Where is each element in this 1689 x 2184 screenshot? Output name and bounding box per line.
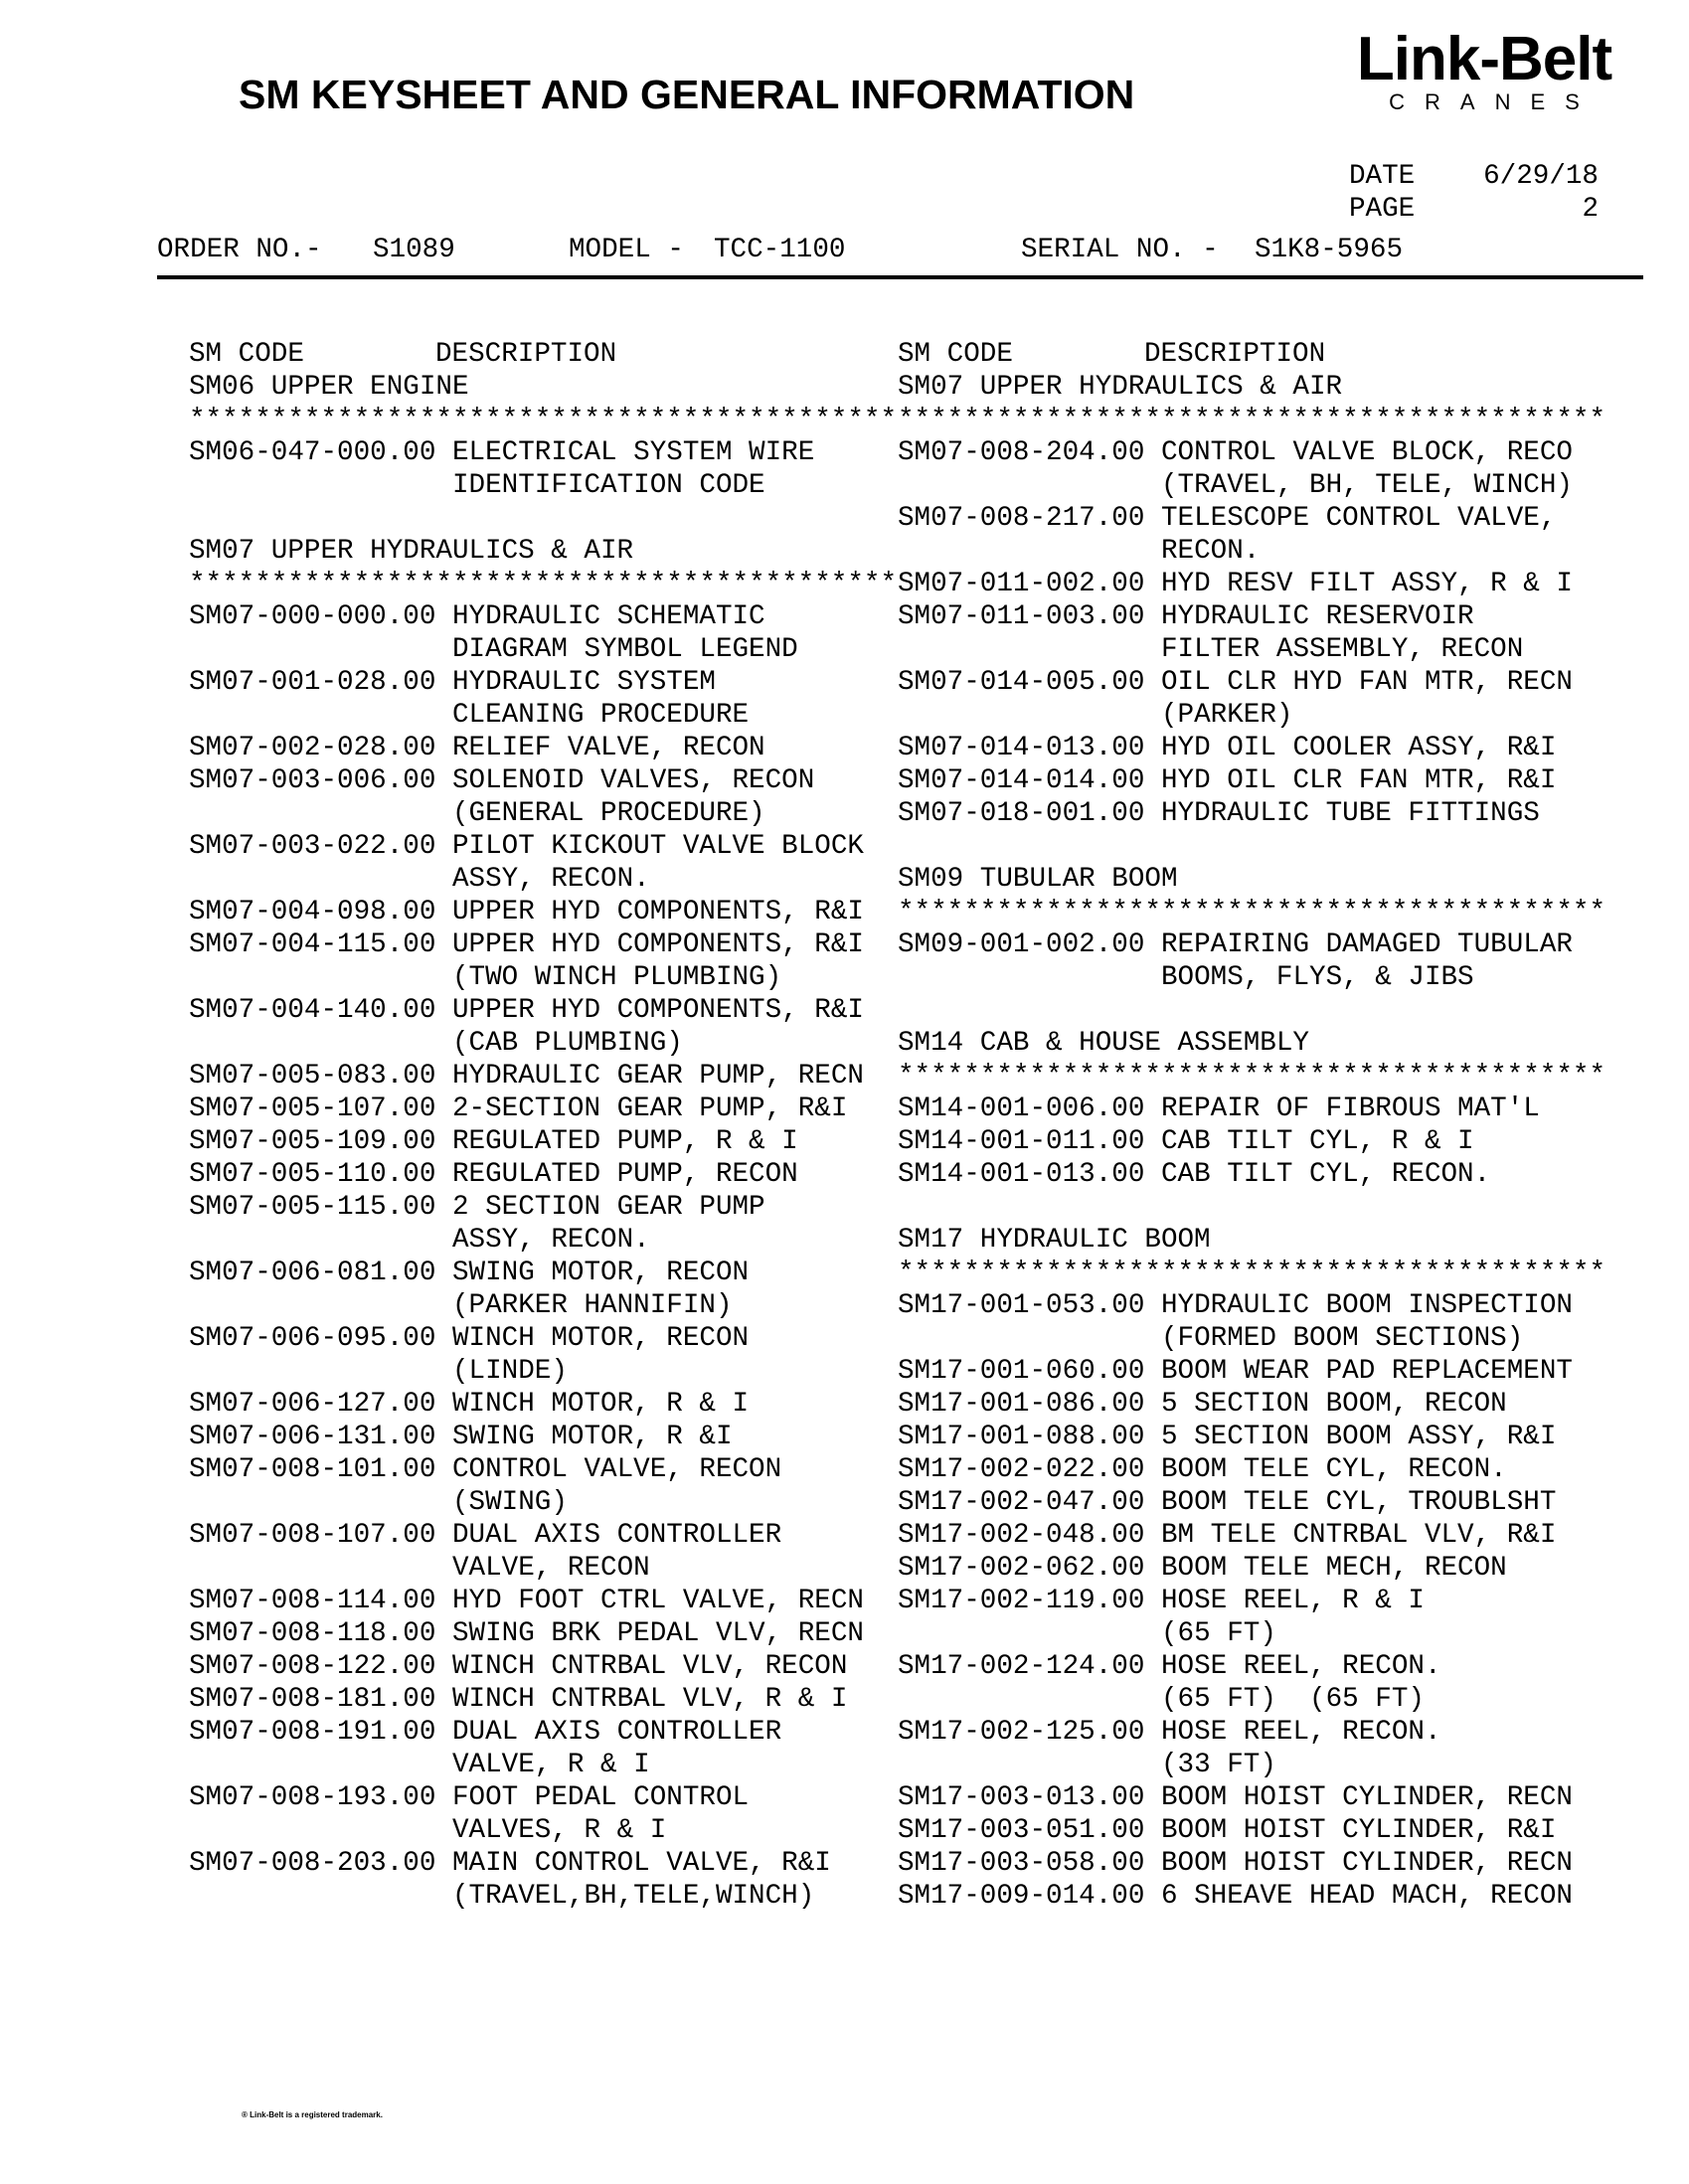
sm-description: WINCH MOTOR, R & I <box>452 1389 750 1420</box>
sm-description: BOOM HOIST CYLINDER, RECN <box>1161 1782 1573 1813</box>
sm-description: CAB TILT CYL, R & I <box>1161 1126 1474 1157</box>
sm-description-continued: ASSY, RECON. <box>452 1225 650 1256</box>
sm-code: SM17-003-051.00 <box>898 1815 1145 1846</box>
sm-description: PILOT KICKOUT VALVE BLOCK <box>452 831 864 862</box>
sm-description-continued: VALVE, R & I <box>452 1750 650 1780</box>
model-label: MODEL - <box>569 235 684 265</box>
sm-entry-row <box>898 1355 1594 1388</box>
sm-entry-row <box>898 928 1594 961</box>
sm-description: DUAL AXIS CONTROLLER <box>452 1520 782 1551</box>
sm-code: SM07-006-095.00 <box>189 1323 436 1354</box>
sm-code: SM07-008-217.00 <box>898 503 1145 534</box>
sm-description: CAB TILT CYL, RECON. <box>1161 1159 1491 1190</box>
sm-entry-row <box>898 600 1594 633</box>
sm-entry-row <box>189 1388 885 1421</box>
sm-entry-row <box>898 1421 1594 1453</box>
order-number: S1089 <box>373 235 455 265</box>
sm-code: SM07-018-001.00 <box>898 798 1145 829</box>
sm-description: BOOM WEAR PAD REPLACEMENT <box>1161 1356 1573 1387</box>
sm-description: MAIN CONTROL VALVE, R&I <box>452 1848 831 1879</box>
sm-code: SM07-006-131.00 <box>189 1422 436 1452</box>
sm-entry-row <box>898 1880 1594 1913</box>
sm-description-continued: (FORMED BOOM SECTIONS) <box>1161 1323 1524 1354</box>
sm-entry-continuation <box>189 1355 885 1388</box>
sm-description: WINCH CNTRBAL VLV, R & I <box>452 1684 848 1715</box>
sm-entry-continuation <box>898 1749 1594 1781</box>
sm-description: 2-SECTION GEAR PUMP, R&I <box>452 1093 848 1124</box>
section-separator <box>189 404 898 436</box>
sm-description-continued: (GENERAL PROCEDURE) <box>452 798 765 829</box>
sm-description-continued: (33 FT) <box>1161 1750 1276 1780</box>
sm-entry-row <box>189 1257 885 1289</box>
section-heading <box>189 371 885 404</box>
sm-entry-row <box>189 1191 885 1224</box>
sm-code: SM07-014-014.00 <box>898 765 1145 796</box>
sm-entry-continuation <box>898 469 1594 502</box>
sm-description-continued: FILTER ASSEMBLY, RECON <box>1161 634 1524 665</box>
asterisk-rule: ******************************************* <box>189 569 898 599</box>
sm-entry-row <box>189 1092 885 1125</box>
sm-code: SM09-001-002.00 <box>898 929 1145 960</box>
section-title: SM17 HYDRAULIC BOOM <box>898 1225 1211 1256</box>
sm-entry-continuation <box>898 961 1594 994</box>
sm-entry-row <box>898 797 1594 830</box>
sm-entry-row <box>189 1322 885 1355</box>
section-separator <box>898 404 1606 436</box>
asterisk-rule: ******************************************* <box>189 405 898 435</box>
sm-description: HYD OIL COOLER ASSY, R&I <box>1161 733 1557 763</box>
trademark-note: ® Link-Belt is a registered trademark. <box>242 2110 383 2119</box>
section-title: SM07 UPPER HYDRAULICS & AIR <box>189 536 634 567</box>
sm-code: SM17-009-014.00 <box>898 1881 1145 1912</box>
sm-description: HYDRAULIC RESERVOIR <box>1161 601 1474 632</box>
sm-entry-row <box>189 1683 885 1716</box>
column-header-code: SM CODE <box>189 339 304 370</box>
sm-entry-row <box>898 764 1594 797</box>
sm-description: FOOT PEDAL CONTROL <box>452 1782 750 1813</box>
serial-number: S1K8-5965 <box>1255 235 1404 265</box>
sm-description: SWING MOTOR, R &I <box>452 1422 733 1452</box>
sm-description-continued: VALVES, R & I <box>452 1815 667 1846</box>
sm-code: SM07-005-107.00 <box>189 1093 436 1124</box>
sm-description: BM TELE CNTRBAL VLV, R&I <box>1161 1520 1557 1551</box>
sm-description-continued: BOOMS, FLYS, & JIBS <box>1161 962 1474 993</box>
sm-entry-row <box>189 1125 885 1158</box>
sm-code: SM07-008-101.00 <box>189 1454 436 1485</box>
sm-entry-row <box>189 994 885 1027</box>
sm-entry-continuation <box>189 1224 885 1257</box>
sm-description: SOLENOID VALVES, RECON <box>452 765 815 796</box>
sm-entry-row <box>898 502 1594 535</box>
sm-description: OIL CLR HYD FAN MTR, RECN <box>1161 667 1573 698</box>
sm-entry-continuation <box>898 1617 1594 1650</box>
sm-description-continued: (65 FT) <box>1161 1618 1276 1649</box>
sm-code: SM07-002-028.00 <box>189 733 436 763</box>
sm-entry-continuation <box>189 1486 885 1519</box>
sm-entry-row <box>189 1519 885 1552</box>
logo-subtitle: CRANES <box>1389 89 1600 114</box>
sm-description: WINCH MOTOR, RECON <box>452 1323 750 1354</box>
sm-code: SM07-011-002.00 <box>898 569 1145 599</box>
left-column <box>189 338 898 1913</box>
sm-code: SM17-002-125.00 <box>898 1717 1145 1748</box>
sm-entry-row <box>189 1617 885 1650</box>
sm-description: HOSE REEL, R & I <box>1161 1586 1425 1616</box>
sm-code: SM07-008-203.00 <box>189 1848 436 1879</box>
sm-code: SM06-047-000.00 <box>189 437 436 468</box>
sm-entry-row <box>189 1158 885 1191</box>
sm-entry-row <box>898 1650 1594 1683</box>
link-belt-logo <box>1335 25 1633 115</box>
page-number: 2 <box>1582 194 1599 225</box>
sm-entry-row <box>189 1060 885 1092</box>
sm-code: SM17-002-124.00 <box>898 1651 1145 1682</box>
sm-code: SM17-002-048.00 <box>898 1520 1145 1551</box>
sm-entry-row <box>189 1781 885 1814</box>
sm-code: SM07-008-204.00 <box>898 437 1145 468</box>
sm-description: UPPER HYD COMPONENTS, R&I <box>452 929 864 960</box>
sm-entry-continuation <box>898 1322 1594 1355</box>
sm-description: 5 SECTION BOOM ASSY, R&I <box>1161 1422 1557 1452</box>
sm-entry-continuation <box>189 699 885 732</box>
sm-description: REGULATED PUMP, RECON <box>452 1159 798 1190</box>
section-heading <box>189 535 885 568</box>
sm-description-continued: (TRAVEL, BH, TELE, WINCH) <box>1161 470 1573 501</box>
page-title: SM KEYSHEET AND GENERAL INFORMATION <box>239 72 1135 117</box>
sm-description-continued: RECON. <box>1161 536 1261 567</box>
sm-entry-row <box>898 1716 1594 1749</box>
sm-entry-continuation <box>898 535 1594 568</box>
sm-description: HYD OIL CLR FAN MTR, R&I <box>1161 765 1557 796</box>
section-separator <box>189 568 898 600</box>
sm-description-continued: (LINDE) <box>452 1356 568 1387</box>
sm-description-continued: (65 FT) (65 FT) <box>1161 1684 1425 1715</box>
sm-code: SM07-005-109.00 <box>189 1126 436 1157</box>
sm-code: SM17-002-062.00 <box>898 1553 1145 1584</box>
column-header-row <box>898 338 1594 371</box>
sm-code: SM07-008-193.00 <box>189 1782 436 1813</box>
sm-description: HYDRAULIC BOOM INSPECTION <box>1161 1290 1573 1321</box>
sm-code: SM07-008-181.00 <box>189 1684 436 1715</box>
sm-code: SM17-002-119.00 <box>898 1586 1145 1616</box>
sm-description-continued: VALVE, RECON <box>452 1553 650 1584</box>
sm-entry-continuation <box>189 961 885 994</box>
blank-row <box>189 502 885 535</box>
page-label: PAGE <box>1349 194 1416 225</box>
sm-entry-row <box>189 1453 885 1486</box>
sm-description: BOOM HOIST CYLINDER, R&I <box>1161 1815 1557 1846</box>
sm-entry-continuation <box>189 1749 885 1781</box>
sm-entry-continuation <box>898 1683 1594 1716</box>
sm-code: SM17-002-047.00 <box>898 1487 1145 1518</box>
asterisk-rule: ******************************************* <box>898 405 1606 435</box>
sm-entry-row <box>898 1289 1594 1322</box>
order-label: ORDER NO.- <box>157 235 322 265</box>
column-header-description: DESCRIPTION <box>1144 339 1326 370</box>
sm-code: SM07-006-127.00 <box>189 1389 436 1420</box>
sm-description-continued: IDENTIFICATION CODE <box>452 470 765 501</box>
sm-code: SM07-006-081.00 <box>189 1258 436 1288</box>
sm-code: SM07-003-006.00 <box>189 765 436 796</box>
sm-entry-continuation <box>189 1880 885 1913</box>
sm-description: BOOM HOIST CYLINDER, RECN <box>1161 1848 1573 1879</box>
sm-code: SM14-001-013.00 <box>898 1159 1145 1190</box>
section-separator <box>898 1257 1606 1289</box>
serial-label: SERIAL NO. - <box>1021 235 1219 265</box>
sm-description-continued: DIAGRAM SYMBOL LEGEND <box>452 634 798 665</box>
sm-description: HOSE REEL, RECON. <box>1161 1651 1441 1682</box>
sm-entry-row <box>898 1552 1594 1585</box>
blank-row <box>898 1191 1594 1224</box>
section-title: SM14 CAB & HOUSE ASSEMBLY <box>898 1028 1309 1059</box>
sm-description-continued: (PARKER) <box>1161 700 1293 731</box>
sm-code: SM07-008-107.00 <box>189 1520 436 1551</box>
sm-code: SM07-004-098.00 <box>189 897 436 927</box>
sm-description: 5 SECTION BOOM, RECON <box>1161 1389 1507 1420</box>
sm-description: BOOM TELE CYL, RECON. <box>1161 1454 1507 1485</box>
sm-entry-row <box>189 1716 885 1749</box>
sm-entry-row <box>189 896 885 928</box>
sm-description-continued: CLEANING PROCEDURE <box>452 700 750 731</box>
section-heading <box>898 371 1594 404</box>
sm-entry-row <box>898 1158 1594 1191</box>
sm-entry-row <box>189 1585 885 1617</box>
sm-code: SM07-005-083.00 <box>189 1061 436 1092</box>
sm-entry-row <box>189 1650 885 1683</box>
sm-entry-row <box>898 1847 1594 1880</box>
sm-code: SM17-003-013.00 <box>898 1782 1145 1813</box>
asterisk-rule: ******************************************* <box>898 1061 1606 1092</box>
column-header-row <box>189 338 885 371</box>
sm-description: RELIEF VALVE, RECON <box>452 733 765 763</box>
sm-description-continued: (TRAVEL,BH,TELE,WINCH) <box>452 1881 815 1912</box>
sm-code: SM07-014-005.00 <box>898 667 1145 698</box>
section-heading <box>898 863 1594 896</box>
sm-code: SM07-005-115.00 <box>189 1192 436 1223</box>
sm-description: SWING BRK PEDAL VLV, RECN <box>452 1618 864 1649</box>
sm-entry-continuation <box>189 1027 885 1060</box>
sm-entry-row <box>898 568 1594 600</box>
sm-entry-continuation <box>189 863 885 896</box>
section-heading <box>898 1224 1594 1257</box>
sm-code: SM14-001-006.00 <box>898 1093 1145 1124</box>
asterisk-rule: ******************************************* <box>898 1258 1606 1288</box>
sm-code: SM07-008-191.00 <box>189 1717 436 1748</box>
section-separator <box>898 896 1606 928</box>
sm-entry-continuation <box>189 1814 885 1847</box>
sm-description: UPPER HYD COMPONENTS, R&I <box>452 995 864 1026</box>
sm-entry-row <box>898 1125 1594 1158</box>
sm-description: 2 SECTION GEAR PUMP <box>452 1192 765 1223</box>
sm-code: SM17-001-086.00 <box>898 1389 1145 1420</box>
sm-description: HYDRAULIC SYSTEM <box>452 667 716 698</box>
sm-entry-continuation <box>189 1289 885 1322</box>
sm-description-continued: (PARKER HANNIFIN) <box>452 1290 733 1321</box>
sm-description: HYD RESV FILT ASSY, R & I <box>1161 569 1573 599</box>
sm-description-continued: (CAB PLUMBING) <box>452 1028 683 1059</box>
logo-name: Link-Belt <box>1356 25 1612 93</box>
sm-description: HYDRAULIC GEAR PUMP, RECN <box>452 1061 864 1092</box>
header-divider <box>157 275 1643 279</box>
section-separator <box>898 1060 1606 1092</box>
date-label: DATE <box>1349 161 1416 192</box>
sm-code: SM17-001-060.00 <box>898 1356 1145 1387</box>
sm-entry-row <box>189 732 885 764</box>
sm-description: CONTROL VALVE BLOCK, RECO <box>1161 437 1573 468</box>
sm-entry-continuation <box>898 699 1594 732</box>
sm-entry-row <box>898 1585 1594 1617</box>
sm-code: SM07-008-118.00 <box>189 1618 436 1649</box>
sm-code: SM07-005-110.00 <box>189 1159 436 1190</box>
sm-entry-continuation <box>189 1552 885 1585</box>
section-title: SM06 UPPER ENGINE <box>189 372 469 403</box>
sm-code: SM07-004-115.00 <box>189 929 436 960</box>
sm-description-continued: ASSY, RECON. <box>452 864 650 895</box>
sm-entry-row <box>898 1453 1594 1486</box>
sm-entry-row <box>898 1814 1594 1847</box>
sm-code: SM07-001-028.00 <box>189 667 436 698</box>
sm-entry-row <box>189 1421 885 1453</box>
sm-code: SM17-003-058.00 <box>898 1848 1145 1879</box>
sm-description: DUAL AXIS CONTROLLER <box>452 1717 782 1748</box>
sm-entry-continuation <box>898 633 1594 666</box>
sm-entry-row <box>898 732 1594 764</box>
section-title: SM09 TUBULAR BOOM <box>898 864 1178 895</box>
sm-entry-row <box>898 436 1594 469</box>
date-value: 6/29/18 <box>1483 161 1599 192</box>
sm-entry-row <box>898 1486 1594 1519</box>
sm-entry-row <box>898 1092 1594 1125</box>
sm-code: SM07-003-022.00 <box>189 831 436 862</box>
sm-entry-row <box>189 928 885 961</box>
sm-entry-row <box>189 666 885 699</box>
sm-description: REPAIR OF FIBROUS MAT'L <box>1161 1093 1540 1124</box>
sm-code: SM17-001-088.00 <box>898 1422 1145 1452</box>
blank-row <box>898 994 1594 1027</box>
sm-description: REPAIRING DAMAGED TUBULAR <box>1161 929 1573 960</box>
sm-description-continued: (SWING) <box>452 1487 568 1518</box>
sm-code: SM07-008-114.00 <box>189 1586 436 1616</box>
column-header-description: DESCRIPTION <box>435 339 617 370</box>
sm-description: BOOM TELE CYL, TROUBLSHT <box>1161 1487 1557 1518</box>
sm-description: WINCH CNTRBAL VLV, RECON <box>452 1651 848 1682</box>
sm-code: SM17-001-053.00 <box>898 1290 1145 1321</box>
sm-description: HYD FOOT CTRL VALVE, RECN <box>452 1586 864 1616</box>
sm-code: SM07-004-140.00 <box>189 995 436 1026</box>
sm-code: SM07-014-013.00 <box>898 733 1145 763</box>
sm-description: ELECTRICAL SYSTEM WIRE <box>452 437 815 468</box>
section-heading <box>898 1027 1594 1060</box>
sm-description: SWING MOTOR, RECON <box>452 1258 750 1288</box>
right-column <box>898 338 1606 1913</box>
sm-description: 6 SHEAVE HEAD MACH, RECON <box>1161 1881 1573 1912</box>
sm-entry-row <box>898 666 1594 699</box>
sm-entry-continuation <box>189 633 885 666</box>
sm-entry-row <box>189 764 885 797</box>
column-header-code: SM CODE <box>898 339 1013 370</box>
sm-entry-continuation <box>189 797 885 830</box>
sm-entry-row <box>898 1781 1594 1814</box>
sm-entry-row <box>898 1388 1594 1421</box>
blank-row <box>898 830 1594 863</box>
sm-code: SM07-000-000.00 <box>189 601 436 632</box>
sm-code: SM07-011-003.00 <box>898 601 1145 632</box>
sm-description: CONTROL VALVE, RECON <box>452 1454 782 1485</box>
sm-code: SM14-001-011.00 <box>898 1126 1145 1157</box>
sm-entry-row <box>189 1847 885 1880</box>
sm-code: SM17-002-022.00 <box>898 1454 1145 1485</box>
sm-entry-row <box>189 600 885 633</box>
sm-description: TELESCOPE CONTROL VALVE, <box>1161 503 1557 534</box>
sm-description: HYDRAULIC SCHEMATIC <box>452 601 765 632</box>
sm-entry-continuation <box>189 469 885 502</box>
sm-entry-row <box>189 830 885 863</box>
model-value: TCC-1100 <box>714 235 846 265</box>
sm-description: HOSE REEL, RECON. <box>1161 1717 1441 1748</box>
section-title: SM07 UPPER HYDRAULICS & AIR <box>898 372 1343 403</box>
sm-description: UPPER HYD COMPONENTS, R&I <box>452 897 864 927</box>
sm-code: SM07-008-122.00 <box>189 1651 436 1682</box>
sm-description: HYDRAULIC TUBE FITTINGS <box>1161 798 1540 829</box>
sm-description: BOOM TELE MECH, RECON <box>1161 1553 1507 1584</box>
sm-description: REGULATED PUMP, R & I <box>452 1126 798 1157</box>
sm-entry-row <box>898 1519 1594 1552</box>
asterisk-rule: ******************************************* <box>898 897 1606 927</box>
sm-entry-row <box>189 436 885 469</box>
sm-description-continued: (TWO WINCH PLUMBING) <box>452 962 782 993</box>
